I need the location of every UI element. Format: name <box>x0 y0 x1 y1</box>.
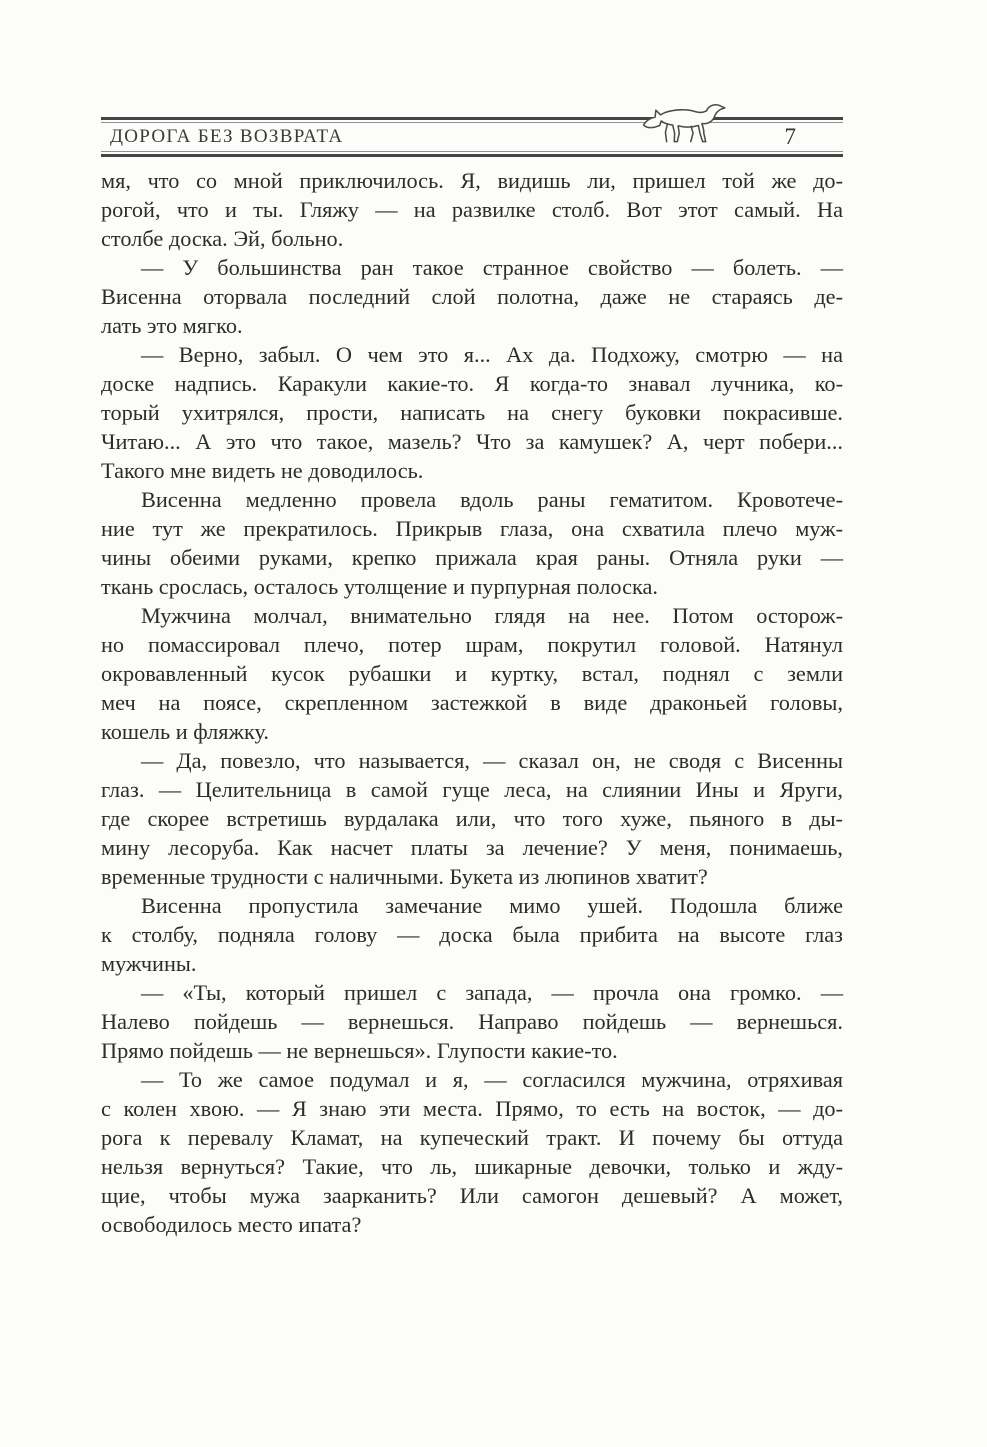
text-line: Налево пойдешь — вернешься. Направо пойдешь — вернешься. <box>101 1009 843 1034</box>
text-line: щие, чтобы мужа заарканить? Или самогон дешевый? А может, <box>101 1183 843 1208</box>
text-line: мину лесоруба. Как насчет платы за лечение? У меня, понимаешь, <box>101 835 843 860</box>
text-line: Висенна пропустила замечание мимо ушей. Подошла ближе <box>141 893 843 918</box>
text-line: столбе доска. Эй, больно. <box>101 226 344 251</box>
text-line: лать это мягко. <box>101 313 243 338</box>
text-line: Такого мне видеть не доводилось. <box>101 458 424 483</box>
body-text <box>101 166 843 1239</box>
text-line: окровавленный кусок рубашки и куртку, встал, поднял с земли <box>101 661 843 686</box>
text-line: кошель и фляжку. <box>101 719 269 744</box>
text-line: Висенна оторвала последний слой полотна, даже не стараясь де- <box>101 284 843 309</box>
text-line: мя, что со мной приключилось. Я, видишь ли, пришел той же до- <box>101 168 843 193</box>
text-line: где скорее встретишь вурдалака или, что того хуже, пьяного в ды- <box>101 806 843 831</box>
text-line: чины обеими руками, крепко прижала края раны. Отняла руки — <box>101 545 843 570</box>
text-line: рога к перевалу Кламат, на купеческий тракт. И почему бы оттуда <box>101 1125 843 1150</box>
page-number: 7 <box>784 124 796 149</box>
text-line: — У большинства ран такое странное свойство — болеть. — <box>141 255 843 280</box>
running-title: ДОРОГА БЕЗ ВОЗВРАТА <box>110 126 344 147</box>
wolf-ornament-icon <box>639 101 731 147</box>
text-line: нельзя вернуться? Такие, что ль, шикарные девочки, только и жду- <box>101 1154 843 1179</box>
text-line: — «Ты, который пришел с запада, — прочла она громко. — <box>141 980 843 1005</box>
text-line: торый ухитрялся, прости, написать на снегу буковки покрасивше. <box>101 400 843 425</box>
text-line: рогой, что и ты. Гляжу — на развилке столб. Вот этот самый. На <box>101 197 843 222</box>
text-line: доске надпись. Каракули какие-то. Я когда-то знавал лучника, ко- <box>101 371 843 396</box>
text-line: Читаю... А это что такое, мазель? Что за камушек? А, черт побери... <box>101 429 843 454</box>
text-line: Мужчина молчал, внимательно глядя на нее. Потом осторож- <box>141 603 843 628</box>
text-line: Висенна медленно провела вдоль раны гематитом. Кровотече- <box>141 487 843 512</box>
text-line: — Верно, забыл. О чем это я... Ах да. Подхожу, смотрю — на <box>141 342 843 367</box>
text-line: временные трудности с наличными. Букета из люпинов хватит? <box>101 864 708 889</box>
text-line: с колен хвою. — Я знаю эти места. Прямо, то есть на восток, — до- <box>101 1096 843 1121</box>
text-line: но помассировал плечо, потер шрам, покрутил головой. Натянул <box>101 632 843 657</box>
text-line: ние тут же прекратилось. Прикрыв глаза, она схватила плечо муж- <box>101 516 843 541</box>
page-content <box>101 117 843 1239</box>
text-line: ткань срослась, осталось утолщение и пурпурная полоска. <box>101 574 658 599</box>
text-line: освободилось место ипата? <box>101 1212 362 1237</box>
text-line: глаз. — Целительница в самой гуще леса, на слиянии Ины и Яруги, <box>101 777 843 802</box>
header-rule-bottom <box>101 151 843 157</box>
text-line: — То же самое подумал и я, — согласился мужчина, отряхивая <box>141 1067 843 1092</box>
text-line: к столбу, подняла голову — доска была прибита на высоте глаз <box>101 922 843 947</box>
text-line: мужчины. <box>101 951 197 976</box>
text-line: — Да, повезло, что называется, — сказал он, не сводя с Висенны <box>141 748 843 773</box>
page-header <box>101 123 843 151</box>
text-line: Прямо пойдешь — не вернешься». Глупости какие-то. <box>101 1038 618 1063</box>
text-line: меч на поясе, скрепленном застежкой в виде драконьей головы, <box>101 690 843 715</box>
